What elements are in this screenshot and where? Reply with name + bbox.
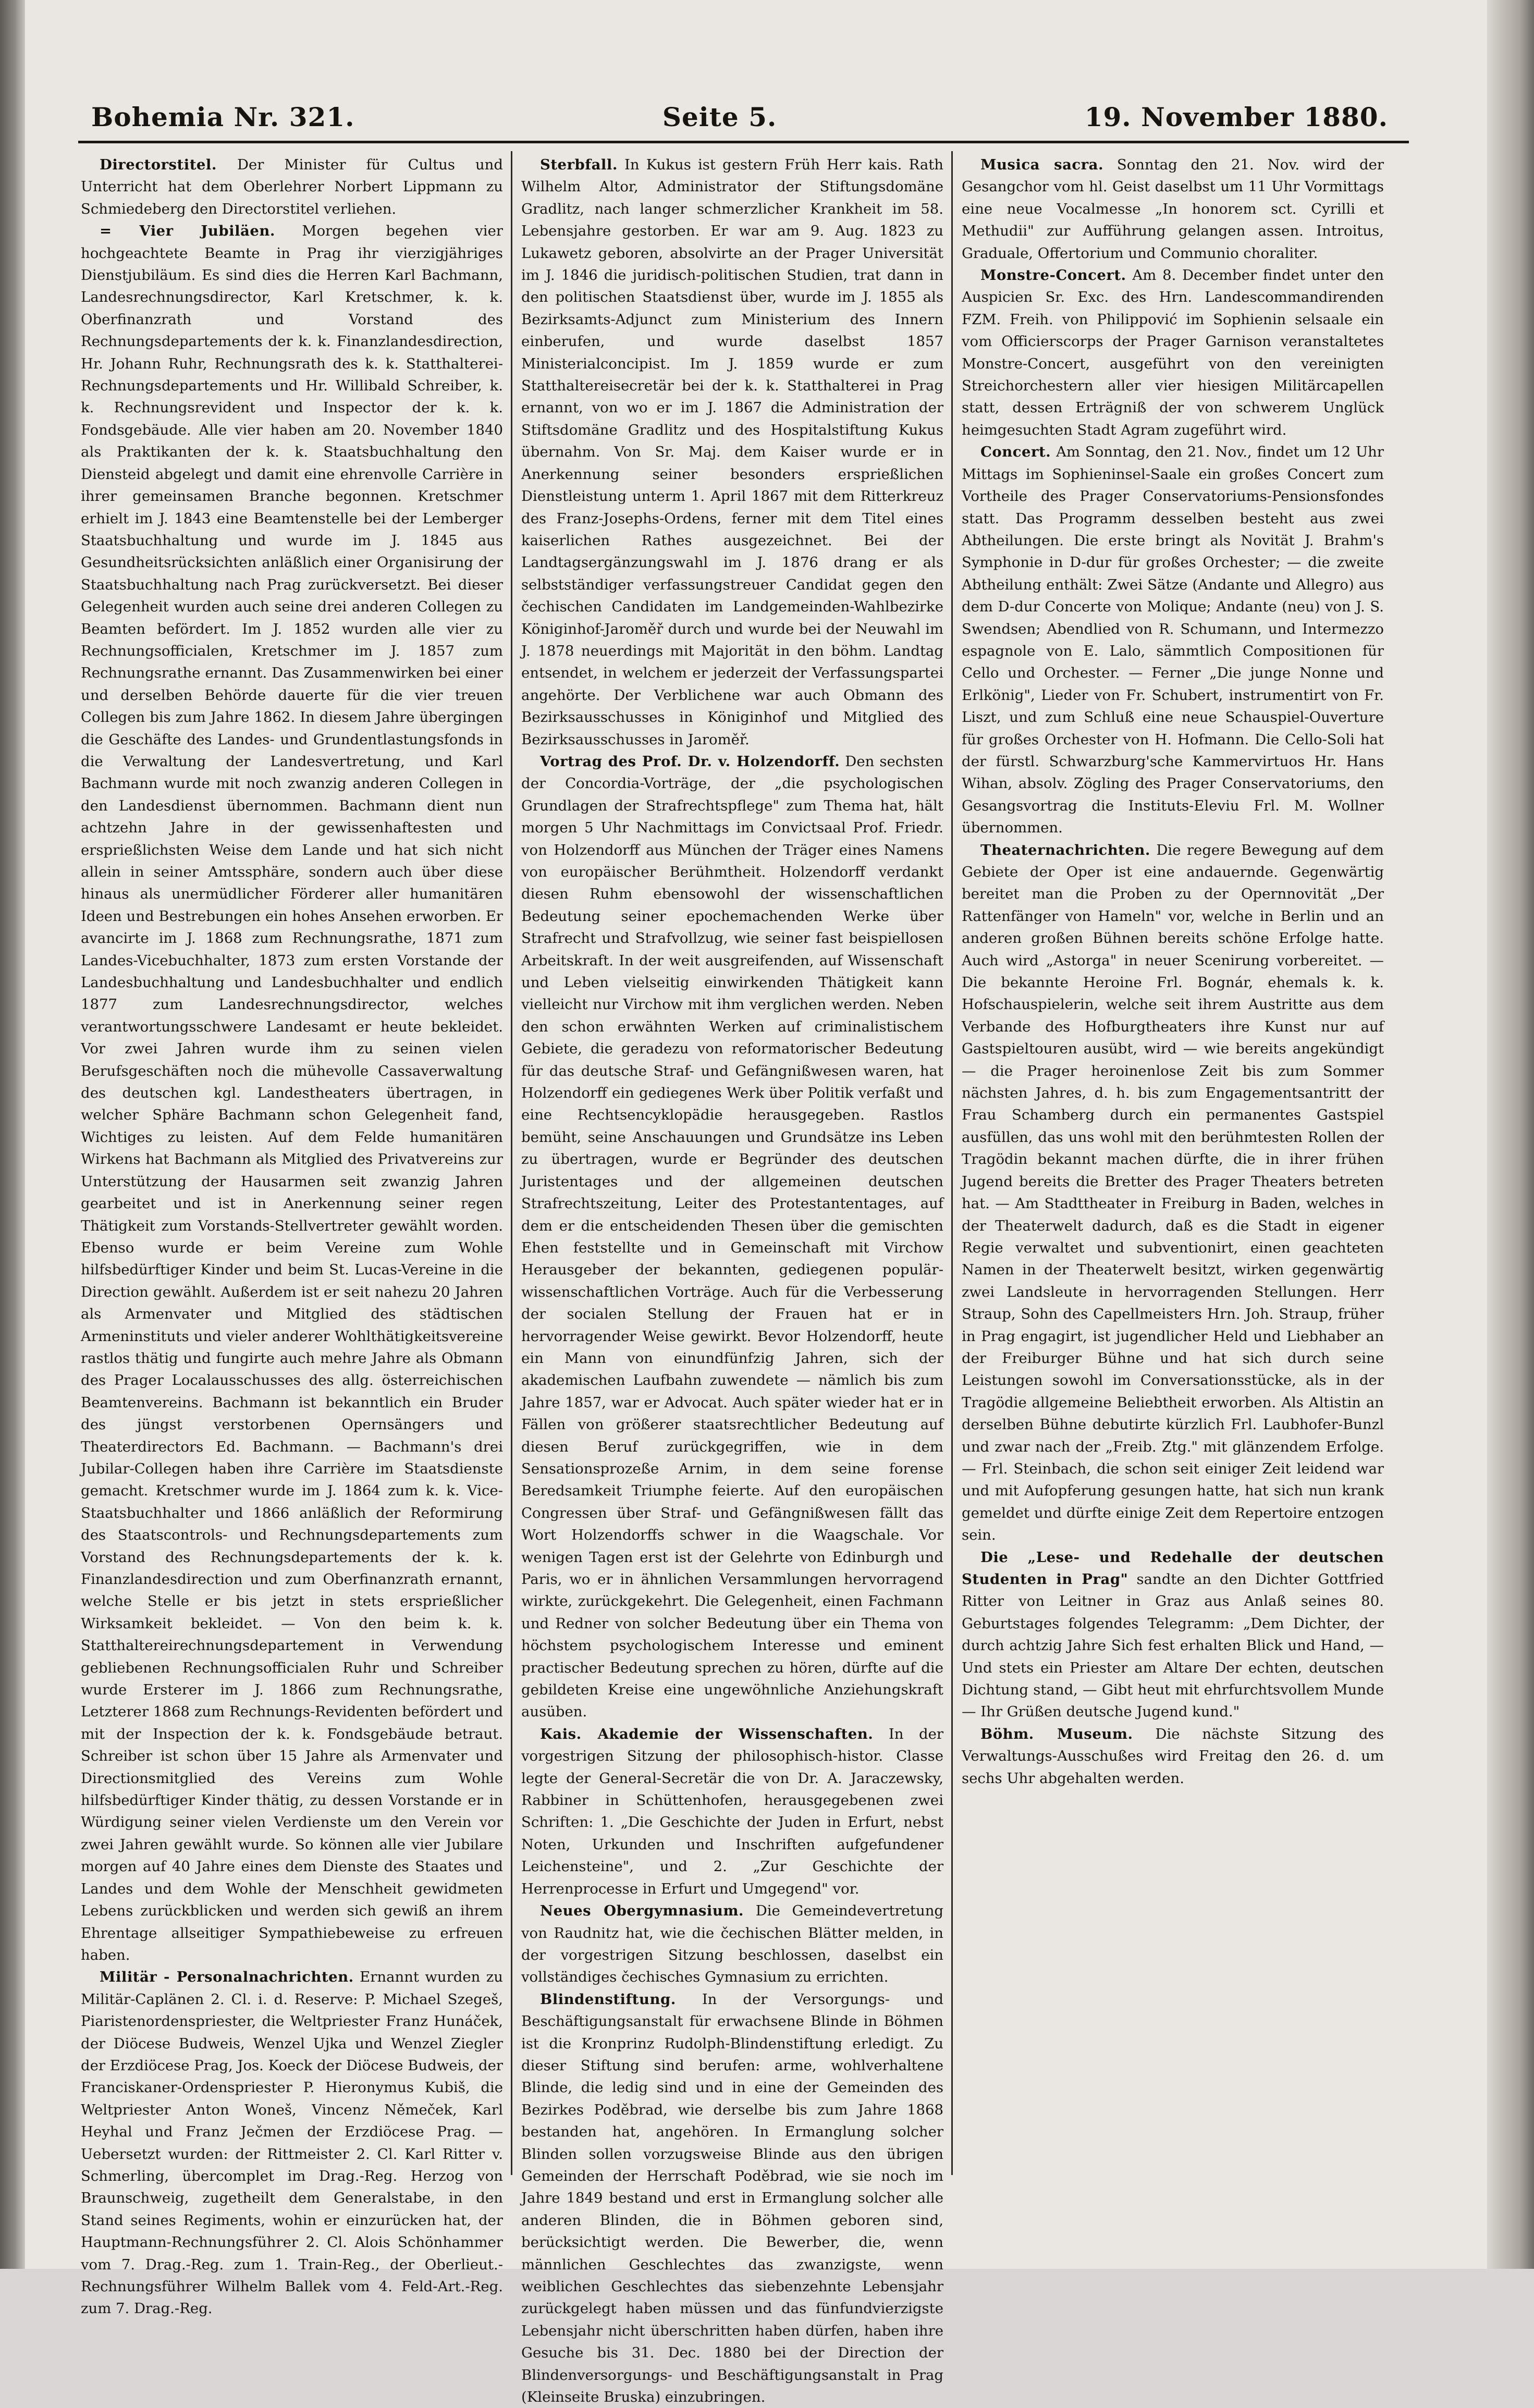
article-heading: Theaternachrichten. bbox=[980, 841, 1150, 858]
article-heading: Directorstitel. bbox=[100, 156, 217, 173]
article-obergymnasium bbox=[521, 1900, 943, 1988]
header-page-number: Seite 5. bbox=[662, 102, 777, 132]
article-heading: Böhm. Museum. bbox=[980, 1725, 1133, 1742]
article-heading: Vortrag des Prof. Dr. v. Holzendorff. bbox=[540, 753, 840, 770]
article-body: sandte an den Dichter Gottfried Ritter von Leitner in Graz aus Anlaß seines 80. Geburtstages folgendes Telegramm: „Dem Dichter, der durch achtzig Jahre Sich fest erhalten Blick und Hand, — Und stets ein Priester am Altare Der echten, deutschen Dichtung stand, — Gibt heut mit ehrfurchtsvollem Munde — Ihr Grüßen deutsche Jugend kund." bbox=[962, 1571, 1384, 1721]
article-body: Die nächste Sitzung des Verwaltungs-Ausschußes wird Freitag den 26. d. um sechs Uhr abgehalten werden. bbox=[962, 1725, 1384, 1787]
article-heading: Sterbfall. bbox=[540, 156, 618, 173]
article-musica-sacra bbox=[962, 154, 1384, 264]
article-heading: Neues Obergymnasium. bbox=[540, 1902, 744, 1920]
article-heading: Militär - Personalnachrichten. bbox=[100, 1969, 354, 1986]
article-vier-jubilaeen bbox=[81, 220, 503, 1966]
article-body: In Kukus ist gestern Früh Herr kais. Rath Wilhelm Altor, Administrator der Stiftungsdomäne Gradlitz, nach langer schmerzlicher Krankheit im 58. Lebensjahre gestorben. Er war am 9. Aug. 1823 zu Lukawetz geboren, absolvirte an der Prager Universität im J. 1846 die juridisch-politischen Studien, trat dann in den politischen Staatsdienst über, wurde im J. 1855 als Bezirksamts-Adjunct zum Ministerium des Innern einberufen, und wurde daselbst 1857 Ministerialconcipist. Im J. 1859 wurde er zum Statthaltereisecretär bei der k. k. Statthalterei in Prag ernannt, von wo er im J. 1867 die Administration der Stiftsdomäne Gradlitz und des Hospitalstiftung Kukus übernahm. Von Sr. Maj. dem Kaiser wurde er in Anerkennung seiner besonders ersprießlichen Dienstleistung unterm 1. April 1867 mit dem Ritterkreuz des Franz-Josephs-Ordens, ferner mit dem Titel eines kaiserlichen Rathes ausgezeichnet. Bei der Landtagsergänzungswahl im J. 1876 drang er als selbstständiger verfassungstreuer Candidat gegen den čechischen Candidaten im Landgemeinden-Wahlbezirke Königinhof-Jaroměř durch und wurde bei der Neuwahl im J. 1878 neuerdings mit Majorität in den böhm. Landtag entsendet, in welchem er jederzeit der Verfassungspartei angehörte. Der Verblichene war auch Obmann des Bezirksausschusses in Königinhof und Mitglied des Bezirksausschusses in Jaroměř. bbox=[521, 156, 943, 748]
article-body: Morgen begehen vier hochgeachtete Beamte in Prag ihr vierzigjähriges Dienstjubiläum. Es sind dies die Herren Karl Bachmann, Landesrechnungsdirector, Karl Kretschmer, k. k. Oberfinanzrath und Vorstand des Rechnungsdepartements der k. k. Finanzlandesdirection, Hr. Johann Ruhr, Rechnungsrath des k. k. Statthalterei-Rechnungsdepartements und Hr. Willibald Schreiber, k. k. Rechnungsrevident und Inspector der k. k. Fondsgebäude. Alle vier haben am 20. November 1840 als Praktikanten der k. k. Staatsbuchhaltung den Diensteid abgelegt und damit eine ehrenvolle Carrière in ihrer gemeinsamen Branche begonnen. Kretschmer erhielt im J. 1843 eine Beamtenstelle bei der Lemberger Staatsbuchhaltung und wurde im J. 1845 aus Gesundheitsrücksichten anläßlich einer Organisirung der Staatsbuchhaltung nach Prag zurückversetzt. Bei dieser Gelegenheit wurden auch seine drei anderen Collegen zu Beamten befördert. Im J. 1852 wurden alle vier zu Rechnungsofficialen, Kretschmer im J. 1857 zum Rechnungsrathe ernannt. Das Zusammenwirken bei einer und derselben Behörde dauerte für die vier treuen Collegen bis zum Jahre 1862. In diesem Jahre übergingen die Geschäfte des Landes- und Grundentlastungsfonds in die Verwaltung der Landesvertretung, und Karl Bachmann wurde mit noch zwanzig anderen Collegen in den Landesdienst übernommen. Bachmann dient nun achtzehn Jahre in der gewissenhaftesten und ersprießlichsten Weise dem Lande und hat sich nicht allein in seiner Amtssphäre, sondern auch über diese hinaus als unermüdlicher Förderer aller humanitären Ideen und Bestrebungen ein hohes Ansehen erworben. Er avancirte im J. 1868 zum Rechnungsrathe, 1871 zum Landes-Vicebuchhalter, 1873 zum ersten Vorstande der Landesbuchhaltung und Landesbuchhalter und endlich 1877 zum Landesrechnungsdirector, welches verantwortungsschwere Landesamt er heute bekleidet. Vor zwei Jahren wurde ihm zu seinen vielen Berufsgeschäften noch die mühevolle Cassaverwaltung des deutschen kgl. Landestheaters übertragen, in welcher Sphäre Bachmann schon Gelegenheit fand, Wichtiges zu leisten. Auf dem Felde humanitären Wirkens hat Bachmann als Mitglied des Privatvereins zur Unterstützung der Hausarmen seit zwanzig Jahren gearbeitet und ist in Anerkennung seiner regen Thätigkeit zum Vorstands-Stellvertreter gewählt worden. Ebenso wurde er beim Vereine zum Wohle hilfsbedürftiger Kinder und beim St. Lucas-Vereine in die Direction gewählt. Außerdem ist er seit nahezu 20 Jahren als Armenvater und Mitglied des städtischen Armeninstituts und vieler anderer Wohlthätigkeitsvereine rastlos thätig und fungirte auch mehre Jahre als Obmann des Prager Localausschusses des allg. österreichischen Beamtenvereins. Bachmann ist bekanntlich ein Bruder des jüngst verstorbenen Opernsängers und Theaterdirectors Ed. Bachmann. — Bachmann's drei Jubilar-Collegen haben ihre Carrière im Staatsdienste gemacht. Kretschmer wurde im J. 1864 zum k. k. Vice-Staatsbuchhalter und 1866 anläßlich der Reformirung des Staatscontrols- und Rechnungsdepartements zum Vorstand des Rechnungsdepartements der k. k. Finanzlandesdirection und zum Oberfinanzrath ernannt, welche Stelle er bis jetzt in stets ersprießlicher Wirksamkeit bekleidet. — Von den beim k. k. Statthaltereirechnungsdepartement in Verwendung gebliebenen Rechnungsofficialen Ruhr und Schreiber wurde Ersterer im J. 1866 zum Rechnungsrathe, Letzterer 1868 zum Rechnungs-Revidenten befördert und mit der Inspection der k. k. Fondsgebäude betraut. Schreiber ist schon über 15 Jahre als Armenvater und Directionsmitglied des Vereins zum Wohle hilfsbedürftiger Kinder thätig, zu dessen Vorstande er in Würdigung seiner vielen Verdienste um den Verein vor zwei Jahren gewählt wurde. So können alle vier Jubilare morgen auf 40 Jahre eines dem Dienste des Staates und Landes und dem Wohle der Menschheit gewidmeten Lebens zurückblicken und werden sich gewiß an ihrem Ehrentage allseitiger Sympathiebeweise zu erfreuen haben. bbox=[81, 223, 503, 1963]
column-1 bbox=[81, 154, 504, 2317]
header-publication: Bohemia Nr. 321. bbox=[91, 102, 355, 132]
article-body: Die regere Bewegung auf dem Gebiete der Oper ist eine andauernde. Gegenwärtig bereitet man die Proben zu der Opernnovität „Der Rattenfänger von Hameln" vor, welche in Berlin und an anderen großen Bühnen bereits schöne Erfolge hatte. Auch wird „Astorga" in neuer Scenirung vorbereitet. — Die bekannte Heroine Frl. Bognár, ehemals k. k. Hofschauspielerin, welche seit ihrem Austritte aus dem Verbande des Hofburgtheaters ihre Kunst nur auf Gastspieltouren ausübt, wird — wie bereits angekündigt — die Prager heroinenlose Zeit bis zum Sommer nächsten Jahres, d. h. bis zum Engagementsantritt der Frau Schamberg durch ein permanentes Gastspiel ausfüllen, das uns wohl mit den berühmtesten Rollen der Tragödin bekannt machen dürfte, die in ihrer frühen Jugend bereits die Bretter des Prager Theaters betreten hat. — Am Stadttheater in Freiburg in Baden, welches in der Theaterwelt dadurch, daß es die Stadt in eigener Regie verwaltet und subventionirt, einen geachteten Namen in der Theaterwelt besitzt, wirken gegenwärtig zwei Landsleute in hervorragenden Stellungen. Herr Straup, Sohn des Capellmeisters Hrn. Joh. Straup, früher in Prag engagirt, ist jugendlicher Held und Liebhaber an der Freiburger Bühne und hat sich durch seine Leistungen sowohl im Conversationsstücke, als in der Tragödie allgemeine Beliebtheit erworben. Als Altistin an derselben Bühne debutirte kürzlich Frl. Laubhofer-Bunzl und zwar nach der „Freib. Ztg." mit glänzendem Erfolge. — Frl. Steinbach, die schon seit einiger Zeit leidend war und mit Aufopferung gesungen hatte, hat sich nun krank gemeldet und dürfte einige Zeit dem Repertoire entzogen sein. bbox=[962, 841, 1384, 1544]
article-boehm-museum bbox=[962, 1723, 1384, 1789]
article-vortrag-holzendorff bbox=[521, 751, 943, 1723]
article-body: In der vorgestrigen Sitzung der philosophisch-histor. Classe legte der General-Secretär die von Dr. A. Jaraczewsky, Rabbiner in Schüttenhofen, herausgegebenen zwei Schriften: 1. „Die Geschichte der Juden in Erfurt, nebst Noten, Urkunden und Inschriften aufgefundener Leichensteine", und 2. „Zur Geschichte der Herrenprocesse in Erfurt und Umgegend" vor. bbox=[521, 1725, 943, 1897]
article-body: Am Sonntag, den 21. Nov., findet um 12 Uhr Mittags im Sophieninsel-Saale ein großes Concert zum Vortheile des Prager Conservatoriums-Pensionsfondes statt. Das Programm desselben besteht aus zwei Abtheilungen. Die erste bringt als Novität J. Brahm's Symphonie in D-dur für großes Orchester; — die zweite Abtheilung enthält: Zwei Sätze (Andante und Allegro) aus dem D-dur Concerte von Molique; Andante (neu) von J. S. Swendsen; Abendlied von R. Schumann, und Intermezzo espagnole von E. Lalo, sämmtlich Compositionen für Cello und Orchester. — Ferner „Die junge Nonne und Erlkönig", Lieder von Fr. Schubert, instrumentirt von Fr. Liszt, und zum Schluß eine neue Schauspiel-Ouverture für großes Orchester von H. Hofmann. Die Cello-Soli hat der fürstl. Schwarzburg'sche Kammervirtuos Hr. Hans Wihan, absolv. Zögling des Prager Conservatoriums, den Gesangsvortrag die Instituts-Eleviu Frl. M. Wollner übernommen. bbox=[962, 444, 1384, 837]
article-body: Ernannt wurden zu Militär-Caplänen 2. Cl. i. d. Reserve: P. Michael Szegeš, Piaristenordenspriester, die Weltpriester Franz Hunáček, der Diöcese Budweis, Wenzel Ujka und Wenzel Ziegler der Erzdiöcese Prag, Jos. Koeck der Diöcese Budweis, der Franciskaner-Ordenspriester P. Hieronymus Kubiš, die Weltpriester Anton Woneš, Vincenz Němeček, Karl Heyhal und Franz Ječmen der Erzdiöcese Prag. — Uebersetzt wurden: der Rittmeister 2. Cl. Karl Ritter v. Schmerling, übercomplet im Drag.-Reg. Herzog von Braunschweig, zugetheilt dem Generalstabe, in den Stand seines Regiments, wohin er einzurücken hat, der Hauptmann-Rechnungsführer 2. Cl. Alois Schönhammer vom 7. Drag.-Reg. zum 1. Train-Reg., der Oberlieut.-Rechnungsführer Wilhelm Ballek vom 4. Feld-Art.-Reg. zum 7. Drag.-Reg. bbox=[81, 1969, 504, 2317]
article-monstre-concert bbox=[962, 264, 1384, 441]
column-divider bbox=[511, 151, 512, 2175]
article-body: Die Gemeindevertretung von Raudnitz hat, wie die čechischen Blätter melden, in der vorgestrigen Sitzung beschlossen, daselbst ein vollständiges čechisches Gymnasium zu errichten. bbox=[521, 1902, 944, 1986]
header-rule bbox=[78, 141, 1409, 143]
column-3 bbox=[962, 154, 1384, 2175]
article-militaer-personal bbox=[81, 1966, 503, 2320]
article-concert bbox=[962, 441, 1384, 839]
article-heading: Musica sacra. bbox=[980, 156, 1104, 173]
article-body: Am 8. December findet unter den Auspicien Sr. Exc. des Hrn. Landescommandirenden FZM. Freih. von Philippović im Sophienin selsaale ein vom Officierscorps der Prager Garnison veranstaltetes Monstre-Concert, ausgeführt von den vereinigten Streichorchestern aller vier hiesigen Militärcapellen statt, dessen Erträgniß der von schwerem Unglück heimgesuchten Stadt Agram zugeführt wird. bbox=[962, 267, 1384, 438]
column-2 bbox=[521, 154, 944, 2406]
page-edge-shadow bbox=[1487, 0, 1534, 2269]
article-heading: Blindenstiftung. bbox=[540, 1991, 676, 2008]
page-header bbox=[91, 102, 1388, 138]
article-body: Den sechsten der Concordia-Vorträge, der „die psychologischen Grundlagen der Strafrechtspflege" zum Thema hat, hält morgen 5 Uhr Nachmittags im Convictsaal Prof. Friedr. von Holzendorff aus München der Träger eines Namens von europäischer Berühmtheit. Holzendorff verdankt diesen Ruhm ebensowohl der wissenschaftlichen Bedeutung seiner epochemachenden Werke über Strafrecht und Strafvollzug, wie seiner fast beispiellosen Arbeitskraft. In der weit ausgreifenden, auf Wissenschaft und Leben vielseitig einwirkenden Thätigkeit kann vielleicht nur Virchow mit ihm verglichen werden. Neben den schon erwähnten Werken auf criminalistischem Gebiete, die geradezu von reformatorischer Bedeutung für das deutsche Straf- und Gefängnißwesen waren, hat Holzendorff ein gediegenes Werk über Politik verfaßt und eine Rechtsencyklopädie herausgegeben. Rastlos bemüht, seine Anschauungen und Grundsätze ins Leben zu übertragen, wurde er Begründer des deutschen Juristentages und der allgemeinen deutschen Strafrechtszeitung, Leiter des Protestantentages, auf dem er die entscheidenden Thesen über die gemischten Ehen feststellte und in Gemeinschaft mit Virchow Herausgeber der bekannten, gediegenen populär-wissenschaftlichen Vorträge. Auch für die Verbesserung der socialen Stellung der Frauen hat er in hervorragender Weise gewirkt. Bevor Holzendorff, heute ein Mann von einundfünfzig Jahren, sich der akademischen Laufbahn zuwendete — nämlich bis zum Jahre 1857, war er Advocat. Auch später wieder hat er in Fällen von größerer staatsrechtlicher Bedeutung auf diesen Beruf zurückgegriffen, wie in dem Sensationsprozeße Arnim, in dem seine forense Beredsamkeit Triumphe feierte. Auf den europäischen Congressen über Straf- und Gefängnißwesen fällt das Wort Holzendorffs schwer in die Waagschale. Vor wenigen Tagen erst ist der Gelehrte von Edinburgh und Paris, wo er in ähnlichen Versammlungen hervorragend wirkte, zurückgekehrt. Die Gelegenheit, einen Fachmann und Redner von solcher Bedeutung über ein Thema von höchstem psychologischem Interesse und eminent practischer Bedeutung sprechen zu hören, dürfte auf die gebildeten Kreise eine ungewöhnliche Anziehungskraft ausüben. bbox=[521, 753, 943, 1721]
article-lese-redehalle bbox=[962, 1546, 1384, 1723]
article-akademie bbox=[521, 1723, 943, 1900]
article-heading: Kais. Akademie der Wissenschaften. bbox=[540, 1725, 874, 1742]
book-spine-shadow bbox=[0, 0, 25, 2269]
article-body: Der Minister für Cultus und Unterricht hat dem Oberlehrer Norbert Lippmann zu Schmiedeberg den Directorstitel verliehen. bbox=[81, 156, 503, 217]
article-body: Sonntag den 21. Nov. wird der Gesangchor vom hl. Geist daselbst um 11 Uhr Vormittags eine neue Vocalmesse „In honorem sct. Cyrilli et Methudii" zur Aufführung gelangen assen. Introitus, Graduale, Offertorium und Communio choraliter. bbox=[962, 156, 1384, 262]
header-date: 19. November 1880. bbox=[1084, 102, 1388, 132]
article-sterbfall bbox=[521, 154, 943, 751]
article-directorstitel bbox=[81, 154, 503, 220]
article-theaternachrichten bbox=[962, 839, 1384, 1546]
article-heading: = Vier Jubiläen. bbox=[100, 223, 275, 240]
column-divider bbox=[951, 151, 953, 2175]
article-body: In der Versorgungs- und Beschäftigungsanstalt für erwachsene Blinde in Böhmen ist die Kronprinz Rudolph-Blindenstiftung erledigt. Zu dieser Stiftung sind berufen: arme, wohlverhaltene Blinde, die ledig sind und in eine der Gemeinden des Bezirkes Poděbrad, wie derselbe bis zum Jahre 1868 bestanden hat, angehören. In Ermanglung solcher Blinden sollen vorzugsweise Blinde aus den übrigen Gemeinden der Herrschaft Poděbrad, wie sie noch im Jahre 1849 bestand und erst in Ermanglung solcher alle anderen Blinden, die in Böhmen geboren sind, berücksichtigt werden. Die Bewerber, die, wenn männlichen Geschlechtes das zwanzigste, wenn weiblichen Geschlechtes das siebenzehnte Lebensjahr zurückgelegt haben müssen und das fünfundvierzigste Lebensjahr nicht überschritten haben dürfen, haben ihre Gesuche bis 31. Dec. 1880 bei der Direction der Blindenversorgungs- und Beschäftigungsanstalt in Prag (Kleinseite Bruska) einzubringen. bbox=[521, 1991, 944, 2406]
article-heading: Monstre-Concert. bbox=[980, 267, 1126, 284]
article-blindenstiftung bbox=[521, 1988, 943, 2408]
article-heading: Die „Lese- und Redehalle der deutschen Studenten in Prag" bbox=[962, 1549, 1384, 1588]
article-heading: Concert. bbox=[980, 444, 1051, 461]
